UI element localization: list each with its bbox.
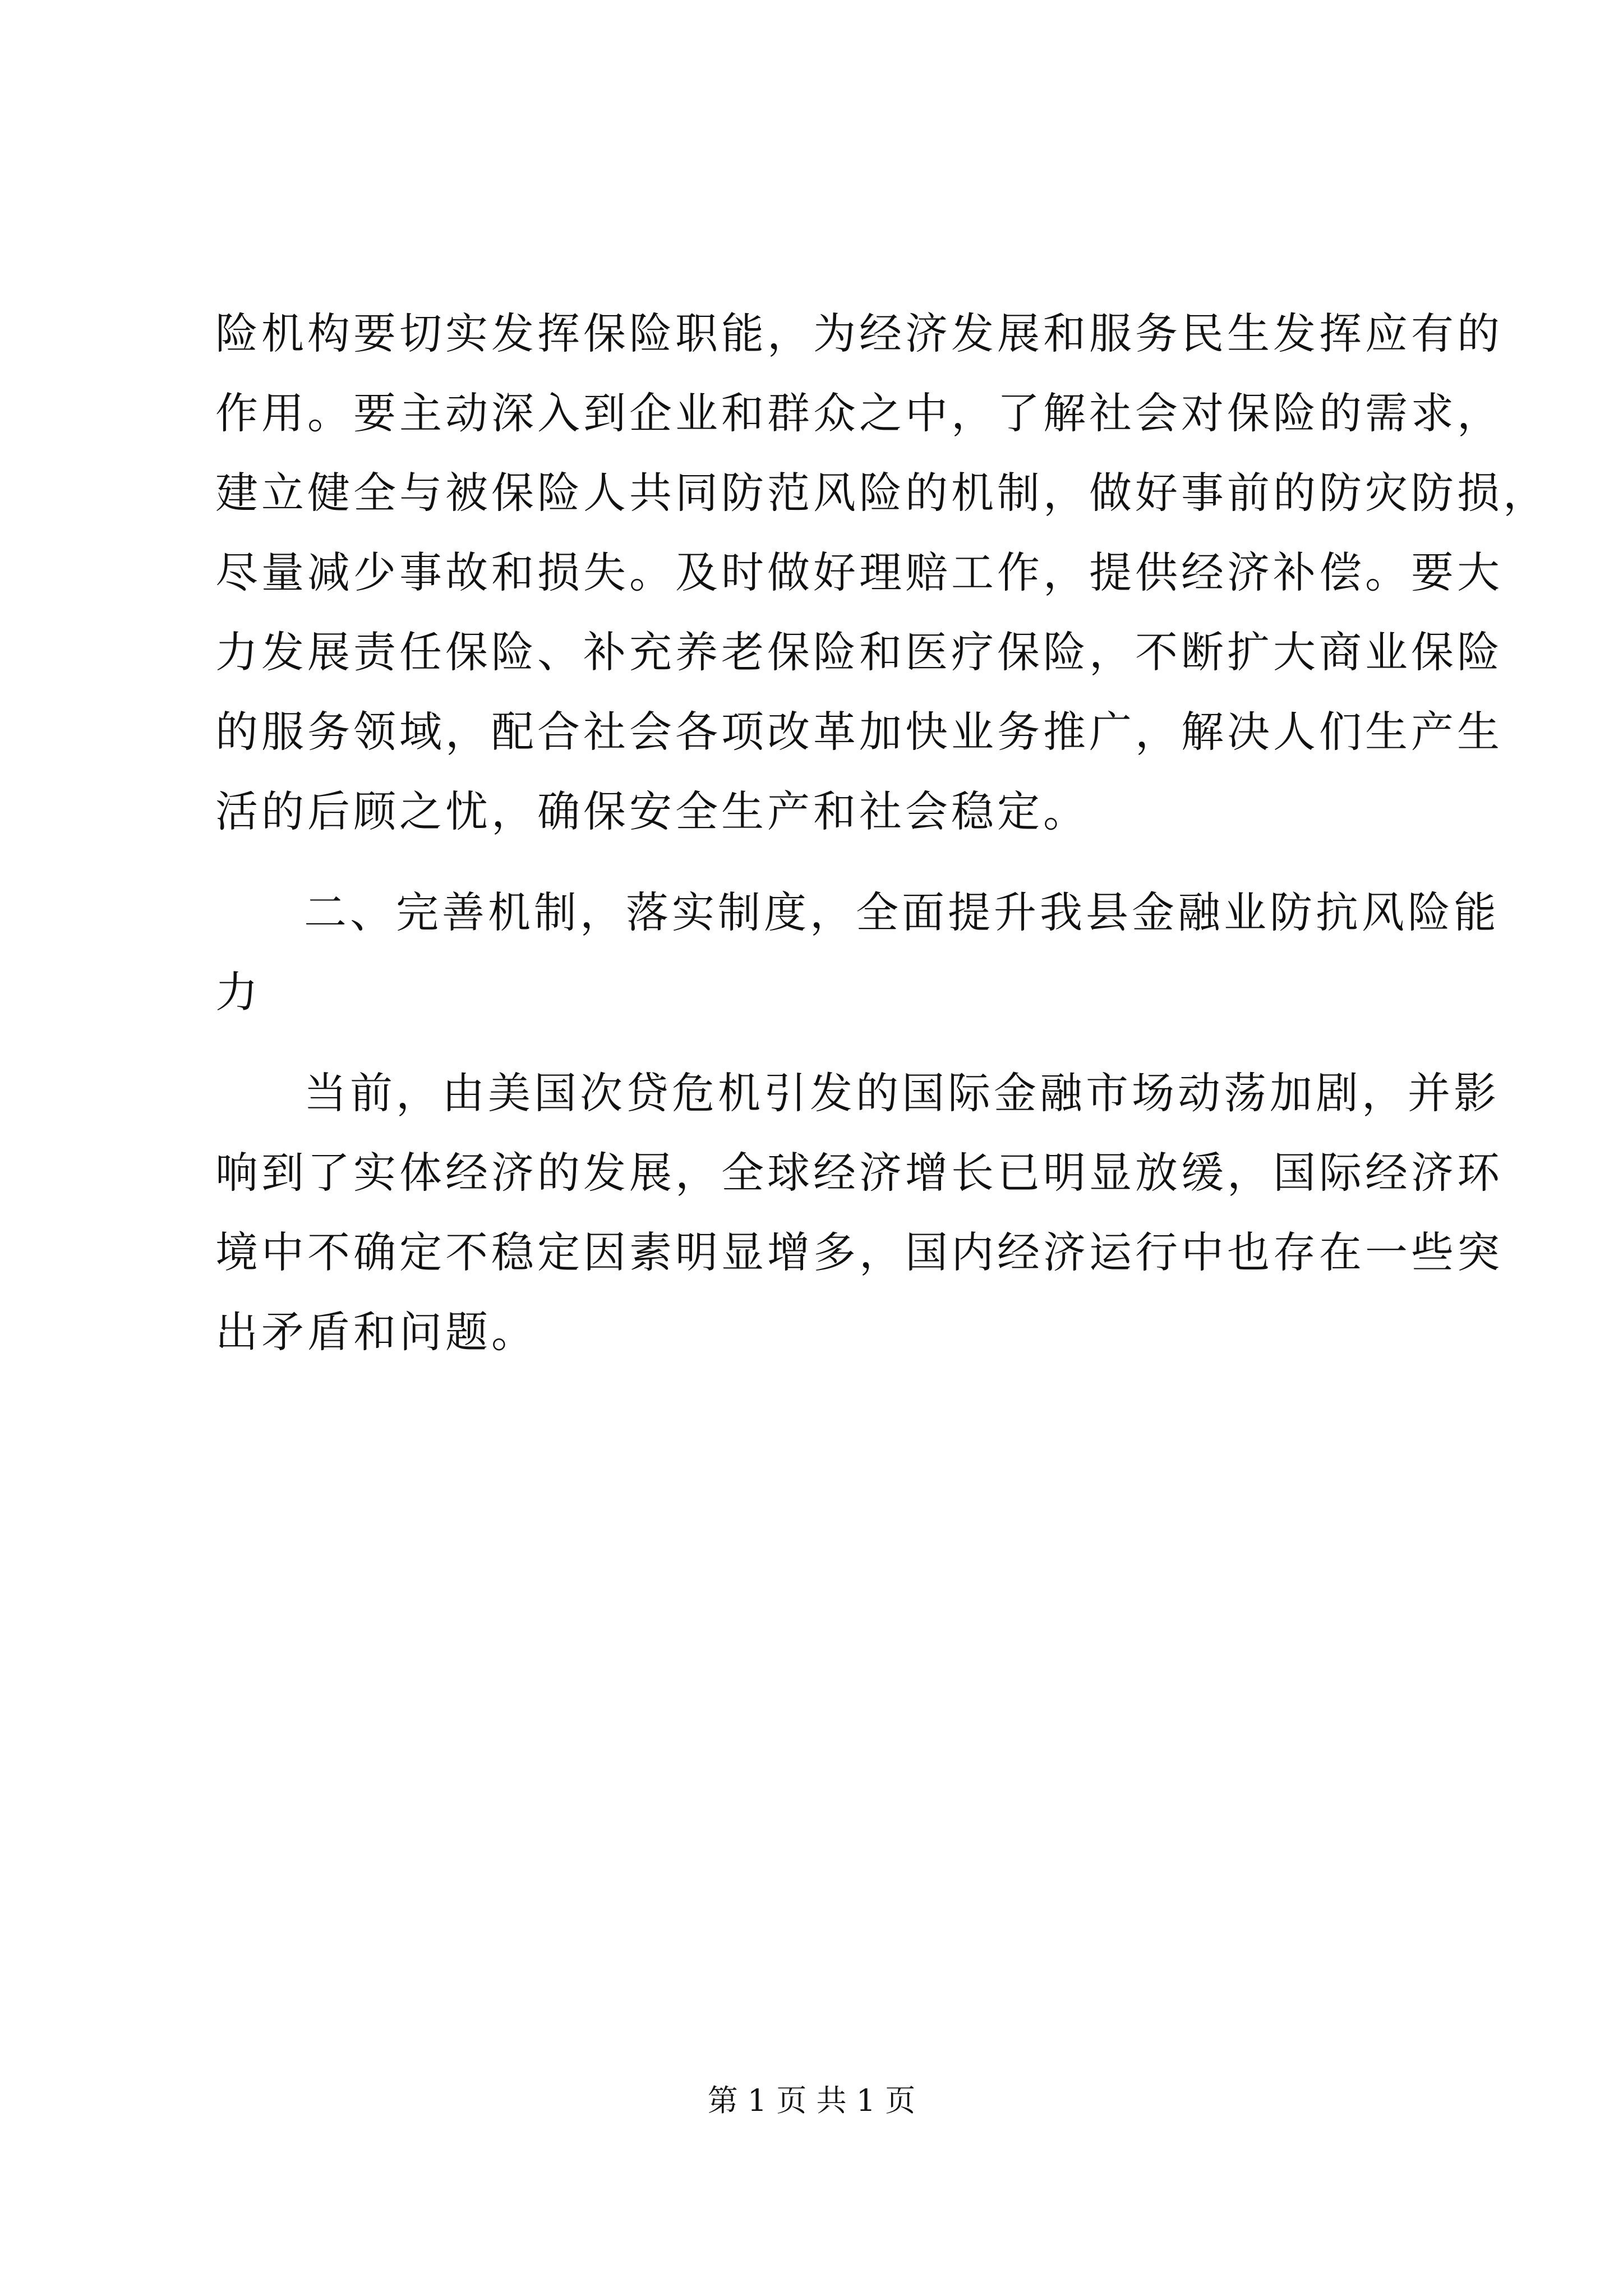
body-text-line [0, 295, 1623, 373]
body-text: 尽量减少事故和损失。及时做好理赔工作，提供经济补偿。要大 [215, 547, 1503, 597]
body-text-line [0, 1293, 1623, 1372]
body-text-line [0, 613, 1623, 692]
body-text: 作用。要主动深入到企业和群众之中，了解社会对保险的需求， [215, 388, 1503, 438]
body-text-line [0, 772, 1623, 851]
section-heading-line [0, 873, 1623, 952]
body-text-line [0, 374, 1623, 453]
body-text: 力发展责任保险、补充养老保险和医疗保险，不断扩大商业保险 [215, 627, 1503, 677]
body-text-line [0, 1213, 1623, 1292]
body-text: 当前，由美国次贷危机引发的国际金融市场动荡加剧，并影 [304, 1068, 1500, 1118]
body-text-line [0, 533, 1623, 612]
body-text: 出矛盾和问题。 [215, 1307, 537, 1357]
body-text: 活的后顾之忧，确保安全生产和社会稳定。 [215, 786, 1089, 836]
section-heading: 二、完善机制，落实制度，全面提升我县金融业防抗风险能 [304, 887, 1500, 937]
section-heading-line [0, 953, 1623, 1032]
body-text-line [0, 693, 1623, 771]
page-footer: 第 1 页 共 1 页 [707, 2083, 916, 2118]
body-text-line [0, 1054, 1623, 1133]
body-text: 险机构要切实发挥保险职能，为经济发展和服务民生发挥应有的 [215, 309, 1503, 358]
body-text: 响到了实体经济的发展，全球经济增长已明显放缓，国际经济环 [215, 1148, 1503, 1198]
body-text: 的服务领域，配合社会各项改革加快业务推广，解决人们生产生 [215, 707, 1503, 757]
body-text: 建立健全与被保险人共同防范风险的机制，做好事前的防灾防损， [215, 468, 1549, 518]
body-text-line [0, 1134, 1623, 1212]
body-text: 境中不确定不稳定因素明显增多，国内经济运行中也存在一些突 [215, 1227, 1503, 1277]
body-text-line [0, 454, 1623, 532]
section-heading-continuation: 力 [215, 967, 261, 1017]
